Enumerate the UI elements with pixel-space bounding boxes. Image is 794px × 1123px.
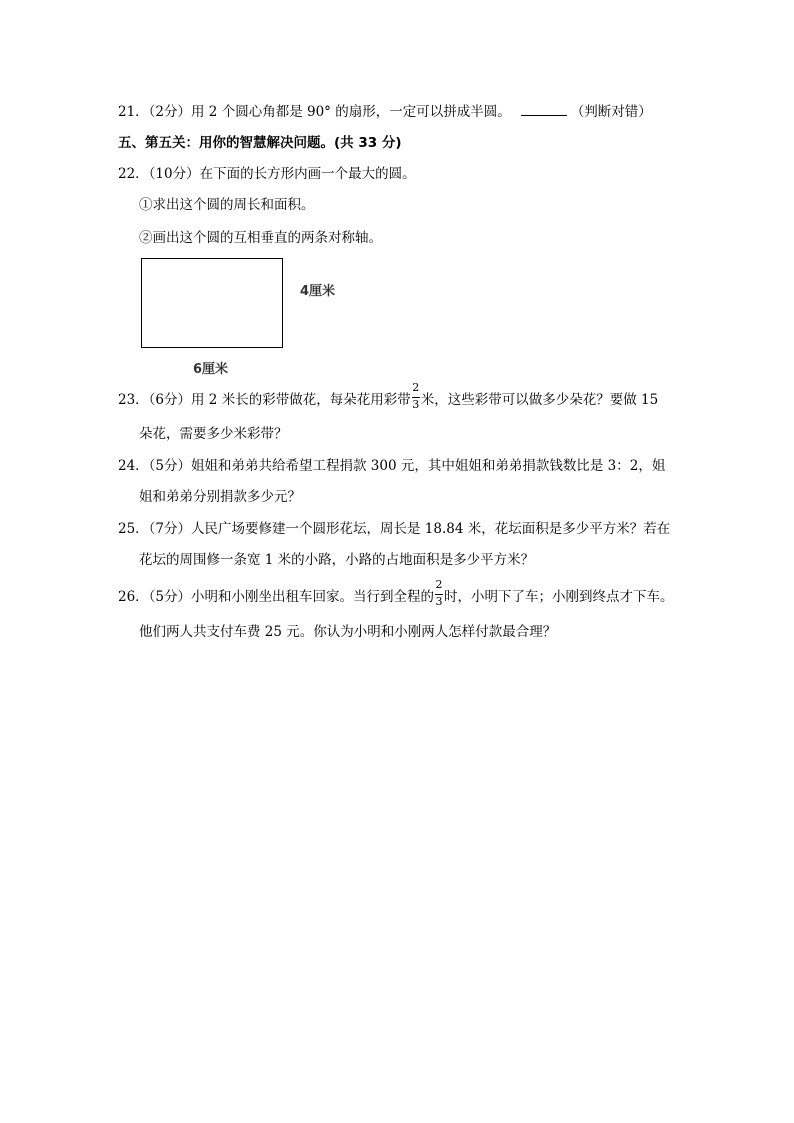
question-24: 24．（5分）姐姐和弟弟共给希望工程捐款 300 元，其中姐姐和弟弟捐款钱数比是 3：2，姐 <box>118 458 666 474</box>
section-5-heading: 五、第五关：用你的智慧解决问题。(共 33 分) <box>118 135 402 151</box>
fraction <box>412 380 420 411</box>
question-26 <box>118 577 674 608</box>
rectangle-height-label: 4厘米 <box>300 284 336 299</box>
question-22-sub-1: ①求出这个圆的周长和面积。 <box>139 197 315 213</box>
question-21 <box>118 102 652 122</box>
rectangle-width-label: 6厘米 <box>193 362 229 377</box>
fraction-numerator: 2 <box>435 577 443 591</box>
answer-blank[interactable] <box>521 103 567 116</box>
question-23-line-2: 朵花，需要多少米彩带？ <box>139 426 288 442</box>
rectangle-figure <box>141 258 283 348</box>
question-25: 25．（7分）人民广场要修建一个圆形花坛，周长是 18.84 米，花坛面积是多少平方米？若在 <box>118 521 671 537</box>
question-21-instruction: （判断对错） <box>570 104 652 120</box>
question-22: 22．（10分）在下面的长方形内画一个最大的圆。 <box>118 166 416 182</box>
fraction <box>435 577 443 608</box>
question-26-line-2: 他们两人共支付车费 25 元。你认为小明和小刚两人怎样付款最合理？ <box>139 624 557 640</box>
question-26-text-cont: 时，小明下了车；小刚到终点才下车。 <box>444 589 674 605</box>
question-23-text-cont: 米，这些彩带可以做多少朵花？要做 15 <box>420 392 659 408</box>
fraction-denominator: 3 <box>435 594 443 608</box>
fraction-numerator: 2 <box>412 380 420 394</box>
question-23 <box>118 380 659 411</box>
question-22-sub-2: ②画出这个圆的互相垂直的两条对称轴。 <box>139 230 382 246</box>
fraction-denominator: 3 <box>412 397 420 411</box>
question-23-text: 23．（6分）用 2 米长的彩带做花，每朵花用彩带 <box>118 392 411 408</box>
question-26-text: 26．（5分）小明和小刚坐出租车回家。当行到全程的 <box>118 589 435 605</box>
question-24-line-2: 姐和弟弟分别捐款多少元？ <box>139 489 301 505</box>
question-25-line-2: 花坛的周围修一条宽 1 米的小路，小路的占地面积是多少平方米？ <box>139 552 535 568</box>
question-21-text: 21．（2分）用 2 个圆心角都是 90° 的扇形，一定可以拼成半圆。 <box>118 104 511 120</box>
